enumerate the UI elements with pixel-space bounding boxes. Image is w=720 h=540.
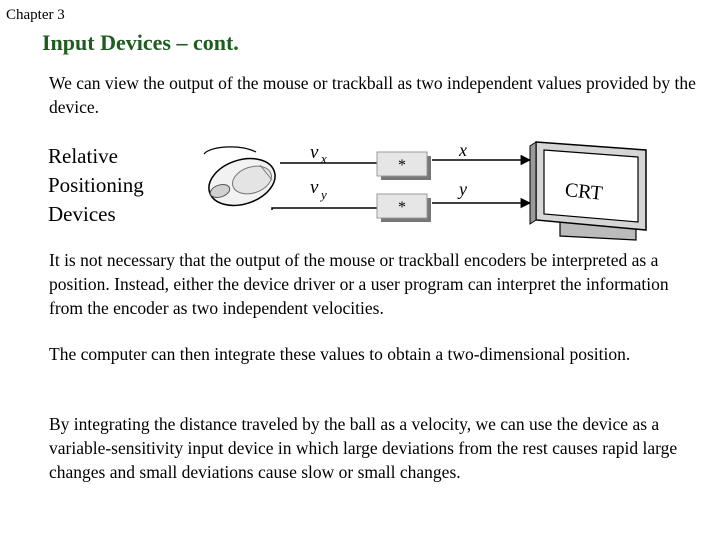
paragraph: It is not necessary that the output of the mouse or trackball encoders be interpreted as a position. Instead, either the device driver or a user program can interpret the information from the encoder as two independent velocities. [49, 250, 669, 318]
crt-label: CRT [563, 178, 604, 205]
output-y-label: y [459, 179, 467, 199]
multiplier-box-y [377, 194, 431, 222]
intro-paragraph: We can view the output of the mouse or trackball as two independent values provided by the device. [49, 73, 696, 117]
multiply-symbol: * [398, 199, 406, 216]
vy-subscript: y [321, 187, 327, 202]
output-x-label: x [459, 140, 467, 160]
figure-label-line: Devices [48, 202, 116, 226]
crt-monitor-icon [530, 142, 646, 240]
relative-positioning-diagram [200, 136, 650, 248]
paragraph: By integrating the distance traveled by the ball as a velocity, we can use the device as a variable-sensitivity input device in which large deviations from the rest causes rapid large changes and small deviations cause slow or small changes. [49, 414, 678, 482]
paragraph: The computer can then integrate these values to obtain a two-dimensional position. [49, 344, 631, 364]
vy-label: v [310, 177, 319, 198]
figure-label-line: Positioning [48, 173, 144, 197]
figure-label-line: Relative [48, 144, 118, 168]
multiply-symbol: * [398, 157, 406, 174]
multiplier-box-x [377, 152, 431, 180]
slide-title: Input Devices – cont. [42, 30, 239, 55]
vx-label: v [310, 142, 319, 163]
vx-subscript: x [321, 151, 327, 166]
figure-label [48, 142, 144, 229]
mouse-icon [203, 147, 281, 214]
chapter-label: Chapter 3 [6, 7, 65, 23]
